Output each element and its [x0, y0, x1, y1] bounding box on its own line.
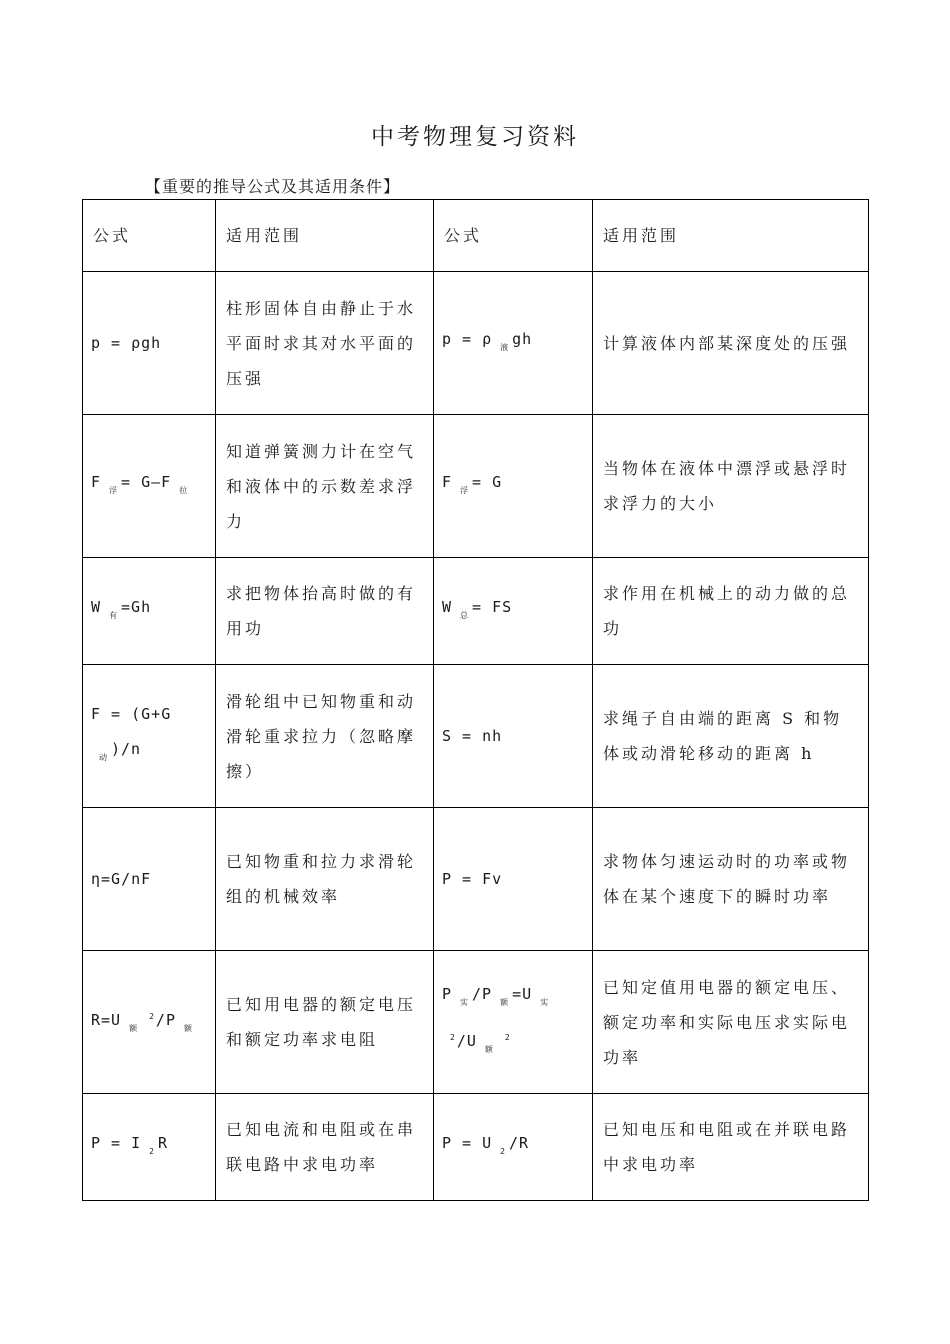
formula-table [82, 199, 869, 1201]
header-scope-2: 适用范围 [593, 200, 869, 272]
formula-cell: p = ρgh [83, 272, 216, 415]
scope-cell: 已知用电器的额定电压和额定功率求电阻 [216, 951, 434, 1094]
scope-cell: 柱形固体自由静止于水平面时求其对水平面的压强 [216, 272, 434, 415]
formula-cell: R=U $_额^2$ /P $_额$ [83, 951, 216, 1094]
scope-cell: 已知物重和拉力求滑轮组的机械效率 [216, 808, 434, 951]
header-scope-1: 适用范围 [216, 200, 434, 272]
scope-cell: 求把物体抬高时做的有用功 [216, 558, 434, 665]
formula-cell: F $_浮$ = G [434, 415, 593, 558]
header-formula-1: 公式 [83, 200, 216, 272]
table-row [83, 665, 869, 808]
table-row [83, 415, 869, 558]
scope-cell: 已知定值用电器的额定电压、额定功率和实际电压求实际电功率 [593, 951, 869, 1094]
table-row [83, 951, 869, 1094]
table-row [83, 272, 869, 415]
formula-cell: S = nh [434, 665, 593, 808]
formula-cell: W $_总$ = FS [434, 558, 593, 665]
table-row [83, 1094, 869, 1201]
header-formula-2: 公式 [434, 200, 593, 272]
formula-cell: p = ρ $_液$ gh [434, 272, 593, 415]
formula-cell: P = Fv [434, 808, 593, 951]
scope-cell: 知道弹簧测力计在空气和液体中的示数差求浮力 [216, 415, 434, 558]
scope-cell: 当物体在液体中漂浮或悬浮时求浮力的大小 [593, 415, 869, 558]
formula-cell: W $_有$ =Gh [83, 558, 216, 665]
page-title: 中考物理复习资料 [371, 124, 579, 150]
scope-cell: 滑轮组中已知物重和动滑轮重求拉力（忽略摩擦） [216, 665, 434, 808]
formula-cell: P = I $_2$ R [83, 1094, 216, 1201]
formula-cell: P $_实$ /P $_额$ =U $_实^2$ /U $_额^2$ [434, 951, 593, 1094]
scope-cell: 已知电压和电阻或在并联电路中求电功率 [593, 1094, 869, 1201]
scope-cell: 计算液体内部某深度处的压强 [593, 272, 869, 415]
scope-cell: 求物体匀速运动时的功率或物体在某个速度下的瞬时功率 [593, 808, 869, 951]
formula-cell: η=G/nF [83, 808, 216, 951]
formula-cell: F $_浮$ = G—F $_拉$ [83, 415, 216, 558]
table-header-row [83, 200, 869, 272]
table-row [83, 558, 869, 665]
scope-cell: 求作用在机械上的动力做的总功 [593, 558, 869, 665]
formula-cell: P = U $_2$ /R [434, 1094, 593, 1201]
section-heading: 【重要的推导公式及其适用条件】 [145, 177, 401, 196]
table-row [83, 808, 869, 951]
scope-cell: 求绳子自由端的距离 S 和物体或动滑轮移动的距离 h [593, 665, 869, 808]
scope-cell: 已知电流和电阻或在串联电路中求电功率 [216, 1094, 434, 1201]
formula-cell: $F = (G+G_动$ )/n [83, 665, 216, 808]
